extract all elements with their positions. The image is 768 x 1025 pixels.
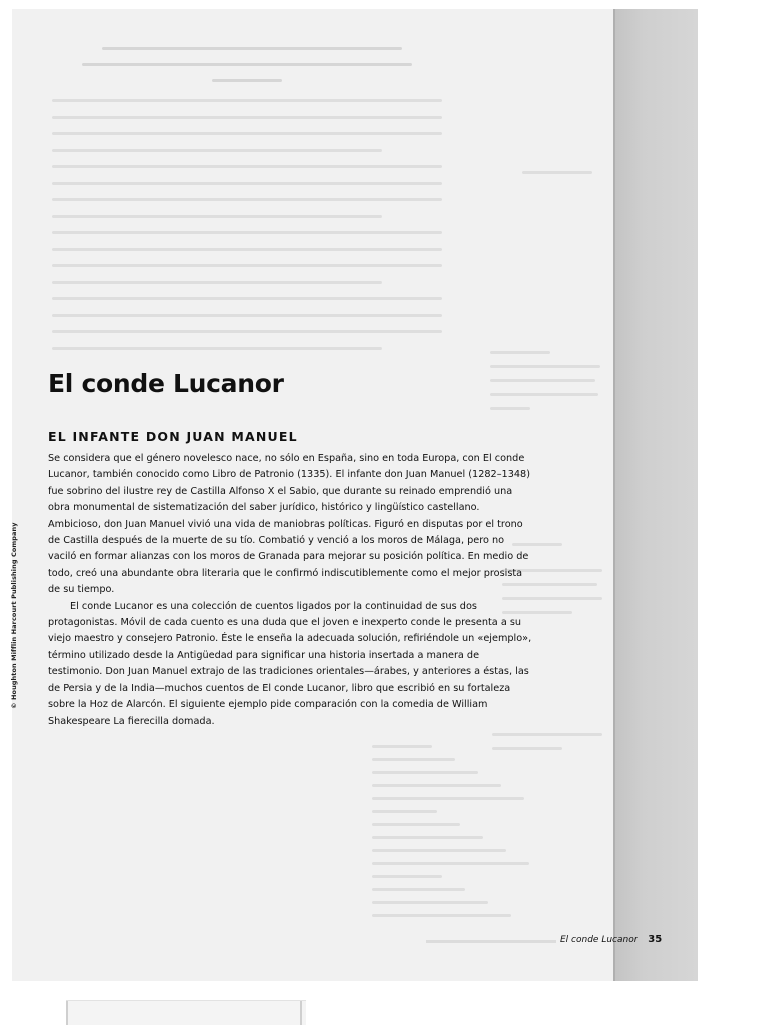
bleed-through-line [490,379,595,382]
bleed-through-line [522,171,592,174]
bleed-through-line [490,365,600,368]
intro-paragraph: El conde Lucanor es una colección de cuentos ligados por la continuidad de sus dos protagonistas. Móvil de cada cuento es una duda que el joven e inexperto conde le presenta a su viejo maestro y consejero Patronio. Éste le enseña la adecuada solución, refiriéndole un «ejemplo», término utilizado desde la Antigüedad para significar una historia insertada a manera de testimonio. Don Juan Manuel extrajo de las tradiciones orientales—árabes, y anteriores a éstas, las de Persia y de la India—muchos cuentos de El conde Lucanor, libro que escribió en su fortaleza sobre la Hoz de Alarcón. El siguiente ejemplo pide comparación con la comedia de William Shakespeare La fierecilla domada. [48,600,532,727]
bleed-through-line [372,862,529,865]
bleed-through-line [372,836,483,839]
bleed-through-line [52,231,442,234]
bleed-through-line [372,901,488,904]
bleed-through-line [52,99,442,102]
bleed-through-line [492,733,602,736]
bleed-through-line [372,849,506,852]
next-page-edge [66,1000,306,1025]
next-page-tick [66,1001,68,1025]
bleed-through-line [52,215,382,218]
bleed-through-line [52,248,442,251]
intro-paragraph: Se considera que el género novelesco nace, no sólo en España, sino en toda Europa, con El conde Lucanor, también conocido como Libro de Patronio (1335). El infante don Juan Manuel (1282–1348) fue sobrino del ilustre rey de Castilla Alfonso X el Sabio, que durante su reinado emprendió una obra monumental de sistematización del saber jurídico, histórico y lingüístico castellano. Ambicioso, don Juan Manuel vivió una vida de maniobras políticas. Figuró en disputas por el trono de Castilla después de la muerte de su tío. Combatió y venció a los moros de Málaga, pero no vaciló en formar alianzas con los moros de Granada para mejorar su posición política. En medio de todo, creó una abundante obra literaria que le confirmó indiscutiblemente como el mejor prosista de su tiempo. [48,453,530,596]
bleed-through-line [52,297,442,300]
introduction-text [48,451,532,730]
bleed-through-line [52,198,442,201]
page-number: 35 [648,934,663,945]
bleed-through-line [52,347,382,350]
bleed-through-line [372,875,442,878]
bleed-through-line [372,758,455,761]
bleed-through-line [52,281,382,284]
scanned-page [12,9,698,981]
adjacent-page-shadow [615,9,698,981]
bleed-through-line [372,797,524,800]
bleed-through-footer [426,940,556,943]
page-footer [560,934,662,945]
bleed-through-line [492,747,562,750]
next-page-tick [300,1001,302,1025]
bleed-through-line [490,393,598,396]
running-title: El conde Lucanor [560,935,638,945]
bleed-through-line [490,407,530,410]
bleed-through-line [102,47,402,50]
bleed-through-line [372,823,460,826]
bleed-through-line [52,264,442,267]
bleed-through-line [212,79,282,82]
bleed-through-line [372,810,437,813]
bleed-through-line [52,314,442,317]
bleed-through-line [52,182,442,185]
bleed-through-line [372,771,478,774]
bleed-through-line [52,132,442,135]
bleed-through-line [82,63,412,66]
bleed-through-line [52,116,442,119]
bleed-through-line [372,784,501,787]
bleed-through-line [490,351,550,354]
copyright-notice: © Houghton Mifflin Harcourt Publishing Company [10,522,18,709]
author-heading: EL INFANTE DON JUAN MANUEL [48,429,298,444]
bleed-through-line [372,914,511,917]
bleed-through-line [372,745,432,748]
bleed-through-line [52,149,382,152]
bleed-through-line [52,165,442,168]
page-title: El conde Lucanor [48,369,284,398]
bleed-through-line [52,330,442,333]
bleed-through-line [372,888,465,891]
